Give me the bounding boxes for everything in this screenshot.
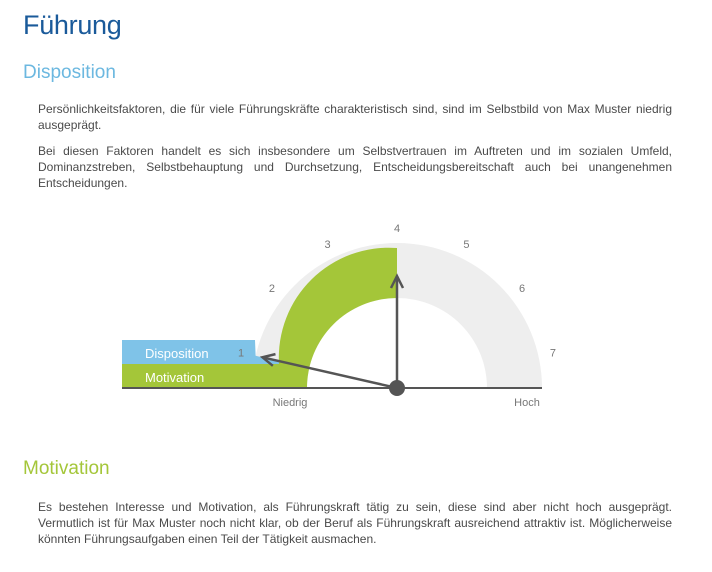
gauge-scale-label-1: 1 bbox=[237, 347, 245, 360]
disposition-paragraph-2: Bei diesen Faktoren handelt es sich insbesondere um Selbstvertrauen im Auftreten und im sozialen Umfeld, Dominanzstreben, Selbstbehauptung und Durchsetzung, Entscheidungsbereitschaft auch bei unangenehmen Entscheidungen. bbox=[38, 144, 672, 190]
gauge-scale-label-6: 6 bbox=[519, 283, 526, 296]
gauge-pivot bbox=[389, 380, 405, 396]
motivation-band-label: Motivation bbox=[145, 370, 205, 385]
gauge-low-label: Niedrig bbox=[272, 397, 308, 409]
disposition-band-label: Disposition bbox=[145, 346, 209, 361]
gauge-scale-label-2: 2 bbox=[268, 283, 275, 296]
gauge-high-label: Hoch bbox=[514, 397, 540, 409]
disposition-paragraph-1: Persönlichkeitsfaktoren, die für viele Führungskräfte charakteristisch sind, sind im Selbstbild von Max Muster niedrig ausgeprägt. bbox=[38, 102, 672, 132]
disposition-heading: Disposition bbox=[23, 62, 116, 83]
gauge-scale-label-3: 3 bbox=[324, 238, 331, 251]
gauge-scale-label-4: 4 bbox=[393, 223, 401, 235]
motivation-band bbox=[122, 248, 397, 388]
motivation-paragraph-1: Es bestehen Interesse und Motivation, als Führungskraft tätig zu sein, diese sind aber nicht hoch ausgeprägt. Vermutlich ist für Max Muster noch nicht klar, ob der Beruf als Führungskraft ausreichend attraktiv ist. Möglicherweise könnten Führungsaufgaben einen Teil der Tätigkeit ausmachen. bbox=[38, 500, 672, 546]
gauge-scale-label-7: 7 bbox=[549, 347, 557, 360]
gauge-scale-label-5: 5 bbox=[463, 238, 470, 251]
motivation-heading: Motivation bbox=[23, 458, 110, 479]
page-title: Führung bbox=[23, 10, 122, 40]
